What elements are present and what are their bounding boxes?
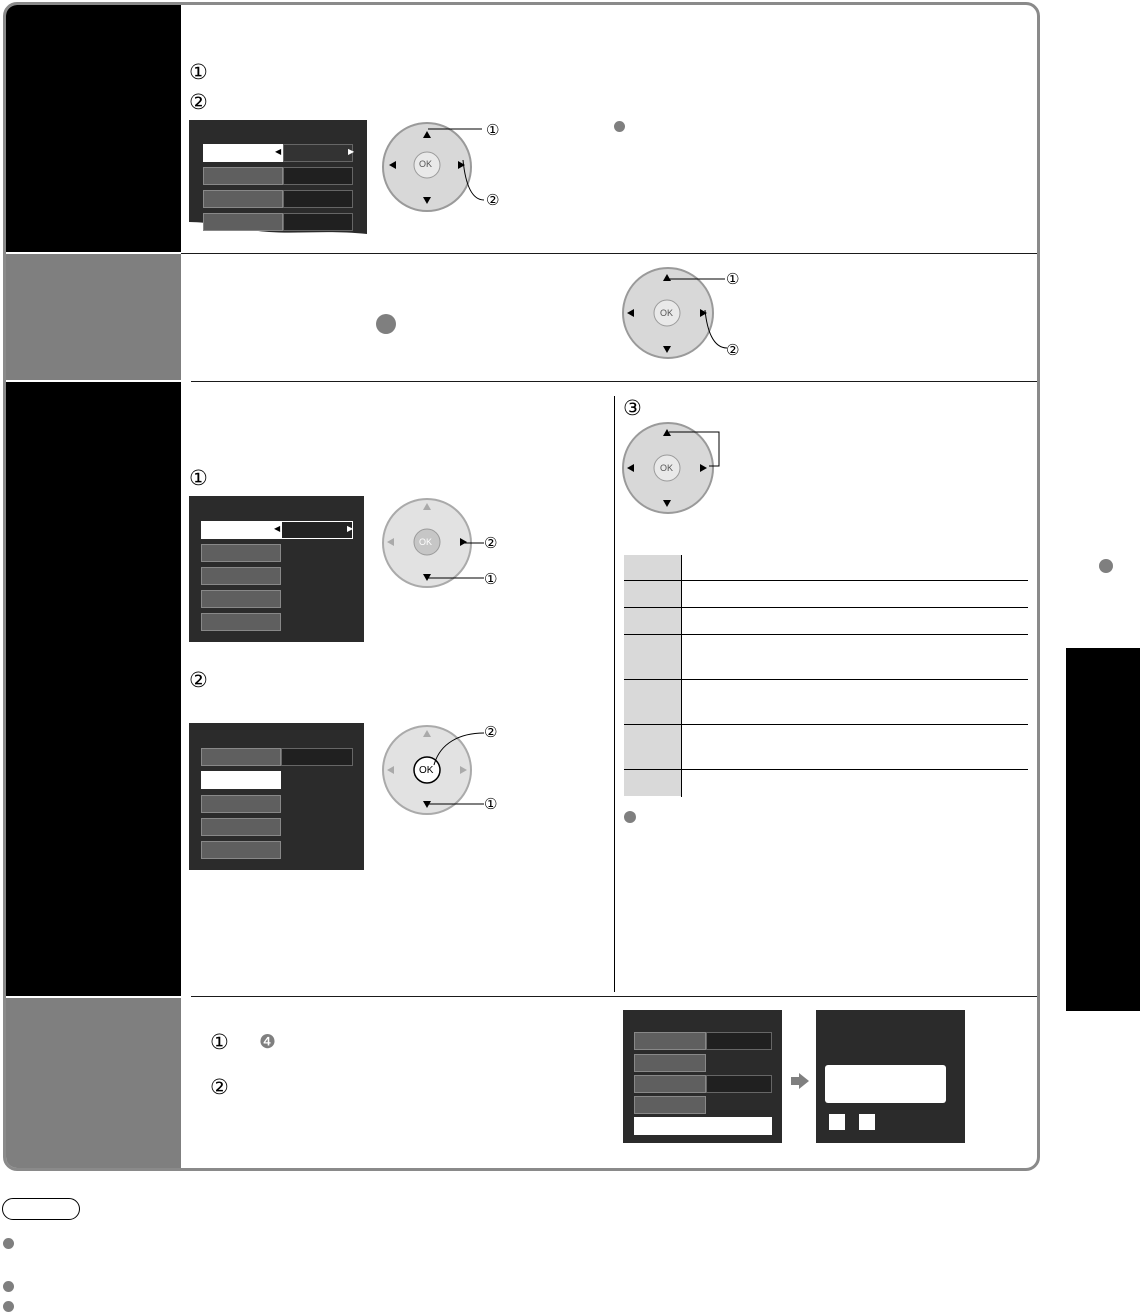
arrow-left-icon: ◀: [275, 147, 282, 156]
menu-value-box: [283, 190, 353, 208]
section-divider: [191, 996, 1037, 997]
bullet-dot-icon: [3, 1281, 14, 1292]
table-row-line: [624, 769, 1028, 770]
bullet-dot-icon: [1099, 559, 1113, 573]
bullet-dot-icon: [376, 314, 396, 334]
table-column-divider: [681, 555, 682, 797]
dialog-option-box: [829, 1114, 845, 1130]
menu-item: [203, 213, 283, 231]
confirm-dialog-box: [825, 1065, 946, 1103]
ok-button-label: OK: [660, 308, 674, 318]
section-divider: [181, 253, 1037, 254]
menu-item: [201, 748, 281, 766]
table-row-line: [624, 580, 1028, 581]
menu-item: [634, 1054, 706, 1072]
menu-item: [203, 190, 283, 208]
arrow-right-icon: [791, 1073, 809, 1089]
menu-item: [201, 544, 281, 562]
section-band-1: [6, 5, 181, 252]
side-index-tab: [1066, 648, 1140, 1011]
callout-lines: [420, 535, 490, 585]
menu-item: [201, 613, 281, 631]
menu-item: [201, 590, 281, 608]
menu-value-box: [706, 1075, 772, 1093]
table-cell-shaded: [624, 770, 681, 796]
step-number: ②: [189, 90, 208, 114]
table-cell-shaded: [624, 555, 681, 781]
step-number: ②: [189, 668, 208, 692]
menu-value-box: [283, 167, 353, 185]
bullet-dot-icon: [614, 121, 625, 132]
menu-item: [201, 795, 281, 813]
callout-number: ①: [484, 570, 498, 588]
menu-item: [203, 167, 283, 185]
notes-label: [2, 1198, 80, 1220]
callout-number: ①: [484, 795, 498, 813]
callout-lines: [665, 270, 735, 360]
arrow-right-icon: ▶: [347, 524, 354, 533]
arrow-right-icon: ▶: [348, 147, 355, 156]
callout-number: ②: [486, 191, 500, 209]
menu-item: [634, 1075, 706, 1093]
bullet-dot-icon: [624, 811, 636, 823]
menu-item-selected: [201, 771, 281, 789]
callout-lines: [420, 725, 490, 815]
menu-item: [634, 1032, 706, 1050]
callout-lines: [420, 120, 490, 210]
ok-button-label: OK: [419, 537, 433, 547]
menu-item-selected: [634, 1117, 772, 1135]
dialog-option-box: [859, 1114, 875, 1130]
step-number: ①: [189, 60, 208, 84]
callout-number: ②: [484, 723, 498, 741]
column-divider: [614, 396, 615, 992]
callout-number: ①: [486, 121, 500, 139]
bullet-dot-icon: [3, 1301, 14, 1312]
ok-button-label: OK: [660, 463, 674, 473]
menu-item-selected: [203, 144, 283, 162]
ok-button-label: OK: [419, 159, 433, 169]
bullet-dot-icon: [3, 1238, 14, 1249]
instruction-frame: [3, 2, 1040, 1171]
menu-value-box: [281, 748, 353, 766]
callout-number: ①: [726, 270, 740, 288]
table-row-line: [624, 634, 1028, 635]
step-number: ①: [210, 1030, 229, 1054]
section-divider: [191, 381, 1037, 382]
menu-value-box: [283, 213, 353, 231]
section-band-4: [6, 998, 181, 1168]
menu-item-selected: [201, 521, 281, 539]
table-row-line: [624, 724, 1028, 725]
menu-value-box: [283, 144, 353, 162]
arrow-left-icon: ◀: [274, 524, 281, 533]
menu-item: [201, 567, 281, 585]
menu-item: [201, 818, 281, 836]
section-band-2: [6, 254, 181, 380]
menu-value-box: [281, 521, 353, 539]
callout-number: ②: [484, 534, 498, 552]
table-row-line: [624, 679, 1028, 680]
table-row-line: [624, 607, 1028, 608]
step-reference-icon: ❹: [259, 1031, 277, 1053]
step-number: ②: [210, 1075, 229, 1099]
callout-bracket: [665, 425, 725, 475]
menu-item: [201, 841, 281, 859]
step-number: ③: [623, 396, 642, 420]
ok-button-label: OK: [419, 765, 434, 776]
menu-value-box: [706, 1032, 772, 1050]
section-band-3: [6, 382, 181, 996]
menu-item: [634, 1096, 706, 1114]
callout-number: ②: [726, 341, 740, 359]
step-number: ①: [189, 466, 208, 490]
